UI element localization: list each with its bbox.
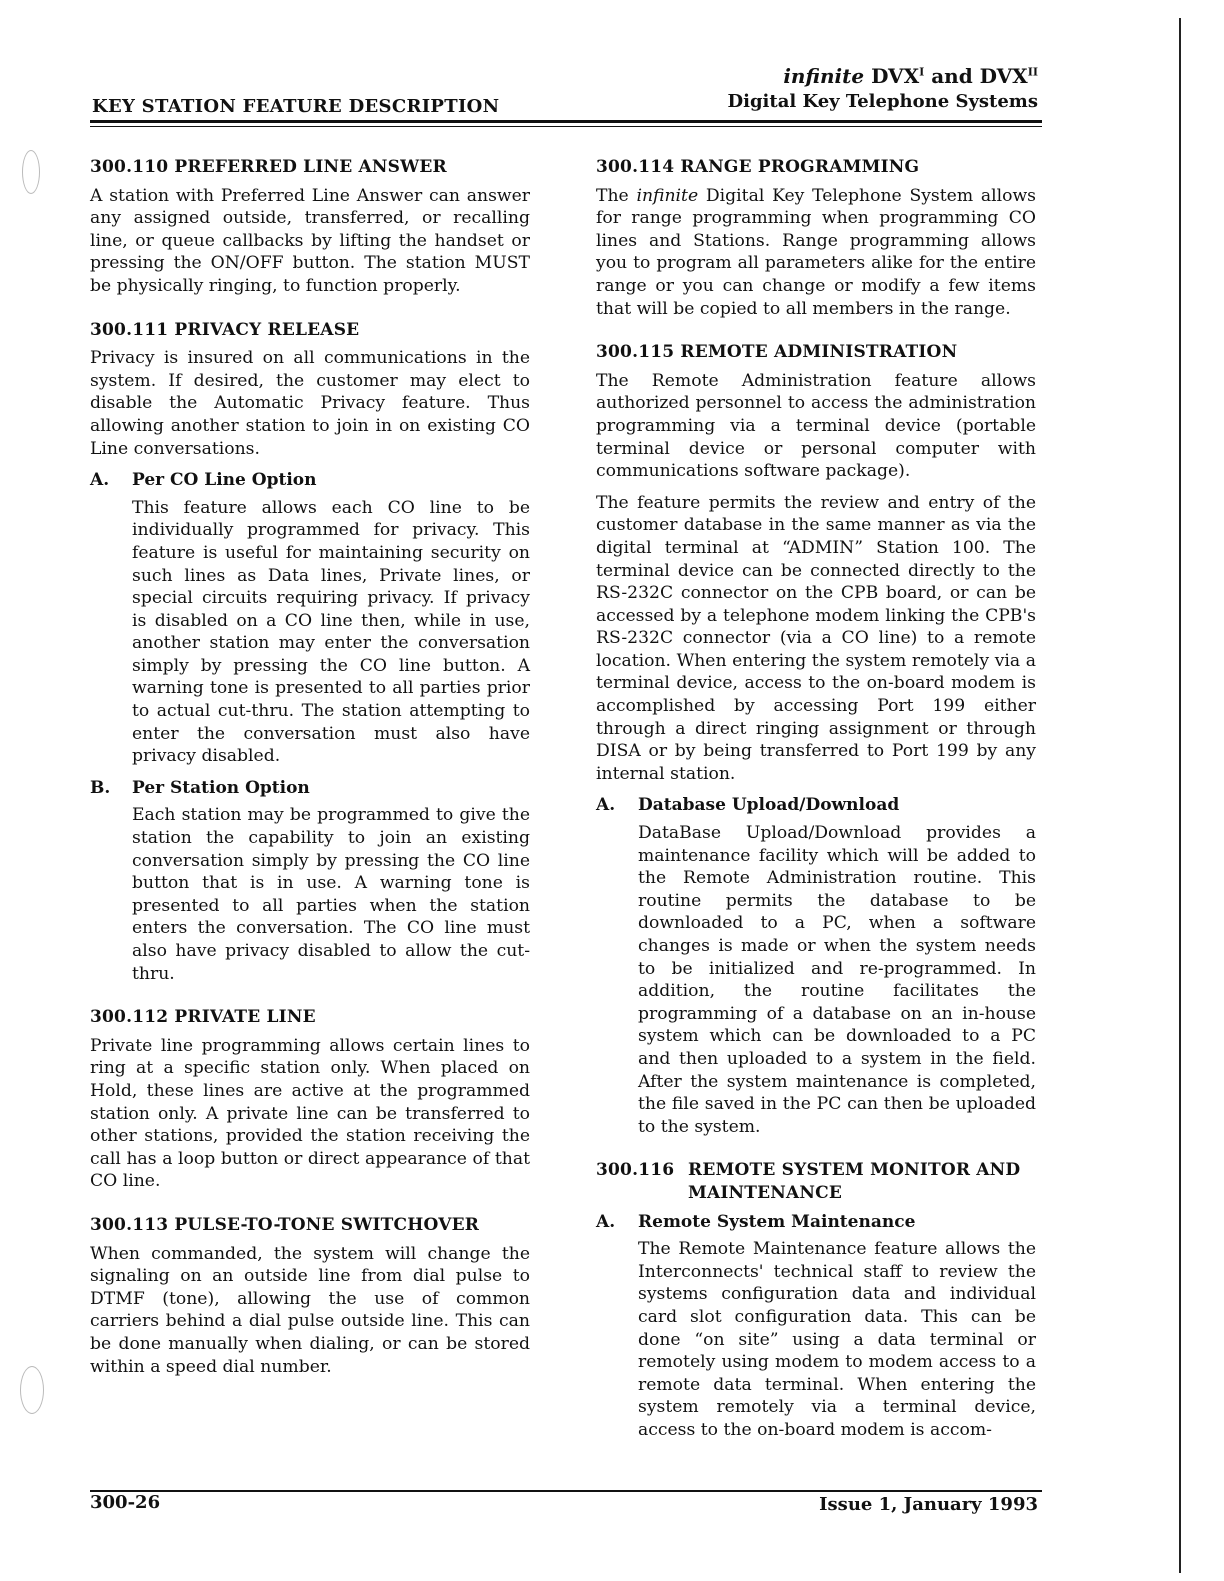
header-rule-thin: [90, 126, 1042, 127]
brand-and: and DVX: [931, 64, 1028, 88]
scan-edge-line: [1179, 18, 1181, 1573]
section-111-b-heading: [90, 777, 530, 800]
section-111-b-letter: B.: [90, 777, 111, 798]
section-111-b-text: Each station may be programmed to give the station the capability to join an existing conversation simply by pressing the CO line button that is in use. A warning tone is presented to all parties when the station enters the conversation. The CO line must also have privacy disabled to allow the cut-thru.: [132, 805, 530, 984]
section-115-a-letter: A.: [596, 795, 616, 816]
page-number: 300-26: [90, 1492, 161, 1513]
section-114-post: Digital Key Telephone System allows for range programming when programming CO lines and Stations. Range programming allows you to program all parameters alike for the entire range or you can change or modify a few items that will be copied to all members in the range.: [596, 185, 1036, 319]
section-111-text: Privacy is insured on all communications in the system. If desired, the customer may elect to disable the Automatic Privacy feature. Thus allowing another station to join in on existing CO Line conversations.: [90, 348, 530, 459]
brand-italic: infinite: [783, 64, 865, 88]
section-116-number: 300.116: [596, 1160, 675, 1181]
section-113-text: When commanded, the system will change the signaling on an outside line from dial pulse to DTMF (tone), allowing the use of common carriers behind a dial pulse outside line. This can be done manually when dialing, or can be stored within a speed dial number.: [90, 1243, 530, 1377]
section-116-title: [596, 1159, 1036, 1204]
brand-sup2: II: [1027, 65, 1038, 79]
section-116-title-text: REMOTE SYSTEM MONITOR AND MAINTENANCE: [688, 1160, 1021, 1203]
brand-line: [728, 64, 1038, 88]
section-115-a-heading: [596, 794, 1036, 817]
left-column: [90, 156, 530, 1387]
section-114-text: [596, 185, 1036, 321]
section-111-a-heading: [90, 469, 530, 492]
section-110-title: 300.110 PREFERRED LINE ANSWER: [90, 157, 447, 177]
section-116-a-letter: A.: [596, 1211, 616, 1232]
section-115-text-2: The feature permits the review and entry of the customer database in the same manner as via the digital terminal at “ADMIN” Station 100. The terminal device can be connected directly to the RS-232C connector on the CPB board, or can be accessed by a telephone modem linking the CPB's RS-232C connector (via a CO line) to a remote location. When entering the system remotely via a terminal device, access to the on-board modem is accomplished by accessing Port 199 either through a direct ringing assignment or through DISA or by being transferred to Port 199 by any internal station.: [596, 492, 1036, 784]
page-header-right: [728, 64, 1038, 112]
section-115-a-text: DataBase Upload/Download provides a maintenance facility which will be added to the Remote Administration routine. This routine permits the database to be downloaded to a PC, when a software changes is made or when the system needs to be initialized and re-programmed. In addition, the routine facilitates the programming of a database on an in-house system which can be downloaded to a PC and then uploaded to a system in the field. After the system maintenance is completed, the file saved in the PC can then be uploaded to the system.: [638, 823, 1036, 1137]
section-114-title: 300.114 RANGE PROGRAMMING: [596, 157, 920, 177]
section-112-text: Private line programming allows certain lines to ring at a specific station only. When placed on Hold, these lines are active at the programmed station only. A private line can be transferred to other stations, provided the station receiving the call has a loop button or direct appearance of that CO line.: [90, 1035, 530, 1192]
header-rule-thick: [90, 120, 1042, 123]
section-115-title: 300.115 REMOTE ADMINISTRATION: [596, 342, 958, 363]
right-column: [596, 156, 1036, 1450]
punch-hole-top: [22, 150, 40, 194]
section-114-italic: infinite: [636, 185, 699, 206]
section-116-a-text: The Remote Maintenance feature allows the Interconnects' technical staff to review the systems configuration data and individual card slot configuration data. This can be done “on site” using a data terminal or remotely using modem to modem access to a remote data terminal. When entering the system remotely via a terminal device, access to the on-board modem is accom-: [638, 1239, 1036, 1440]
footer-rule: [90, 1490, 1042, 1492]
punch-hole-bottom: [20, 1366, 44, 1414]
section-111-a-title: Per CO Line Option: [132, 470, 317, 491]
section-114-pre: The: [596, 185, 637, 206]
section-111-b-title: Per Station Option: [132, 777, 310, 798]
section-116-a-heading: [596, 1211, 1036, 1234]
section-111-a-letter: A.: [90, 470, 110, 491]
section-113-title: 300.113 PULSE-TO-TONE SWITCHOVER: [90, 1214, 480, 1235]
section-111-a-text: This feature allows each CO line to be individually programmed for privacy. This feature is useful for maintaining security on such lines as Data lines, Private lines, or special circuits requiring privacy. If privacy is disabled on a CO line then, while in use, another station may enter the conversation simply by pressing the CO line button. A warning tone is presented to all parties prior to actual cut-thru. The station attempting to enter the conversation must also have privacy disabled.: [132, 497, 530, 767]
brand-sup1: I: [919, 65, 925, 79]
section-115-a-title: Database Upload/Download: [638, 795, 900, 816]
brand-dvx1: DVX: [871, 64, 920, 88]
section-116-a-title: Remote System Maintenance: [638, 1211, 916, 1232]
header-title: KEY STATION FEATURE DESCRIPTION: [92, 96, 500, 117]
issue-date: Issue 1, January 1993: [819, 1494, 1038, 1515]
section-112-title: 300.112 PRIVATE LINE: [90, 1007, 316, 1028]
section-115-text-1: The Remote Administration feature allows authorized personnel to access the administration programming via a terminal device (portable terminal device or personal computer with communications software package).: [596, 370, 1036, 482]
section-110-text: A station with Preferred Line Answer can answer any assigned outside, transferred, or recalling line, or queue callbacks by lifting the handset or pressing the ON/OFF button. The station MUST be physically ringing, to function properly.: [90, 185, 530, 296]
header-subtitle: Digital Key Telephone Systems: [727, 91, 1038, 112]
section-111-title: 300.111 PRIVACY RELEASE: [90, 319, 360, 340]
